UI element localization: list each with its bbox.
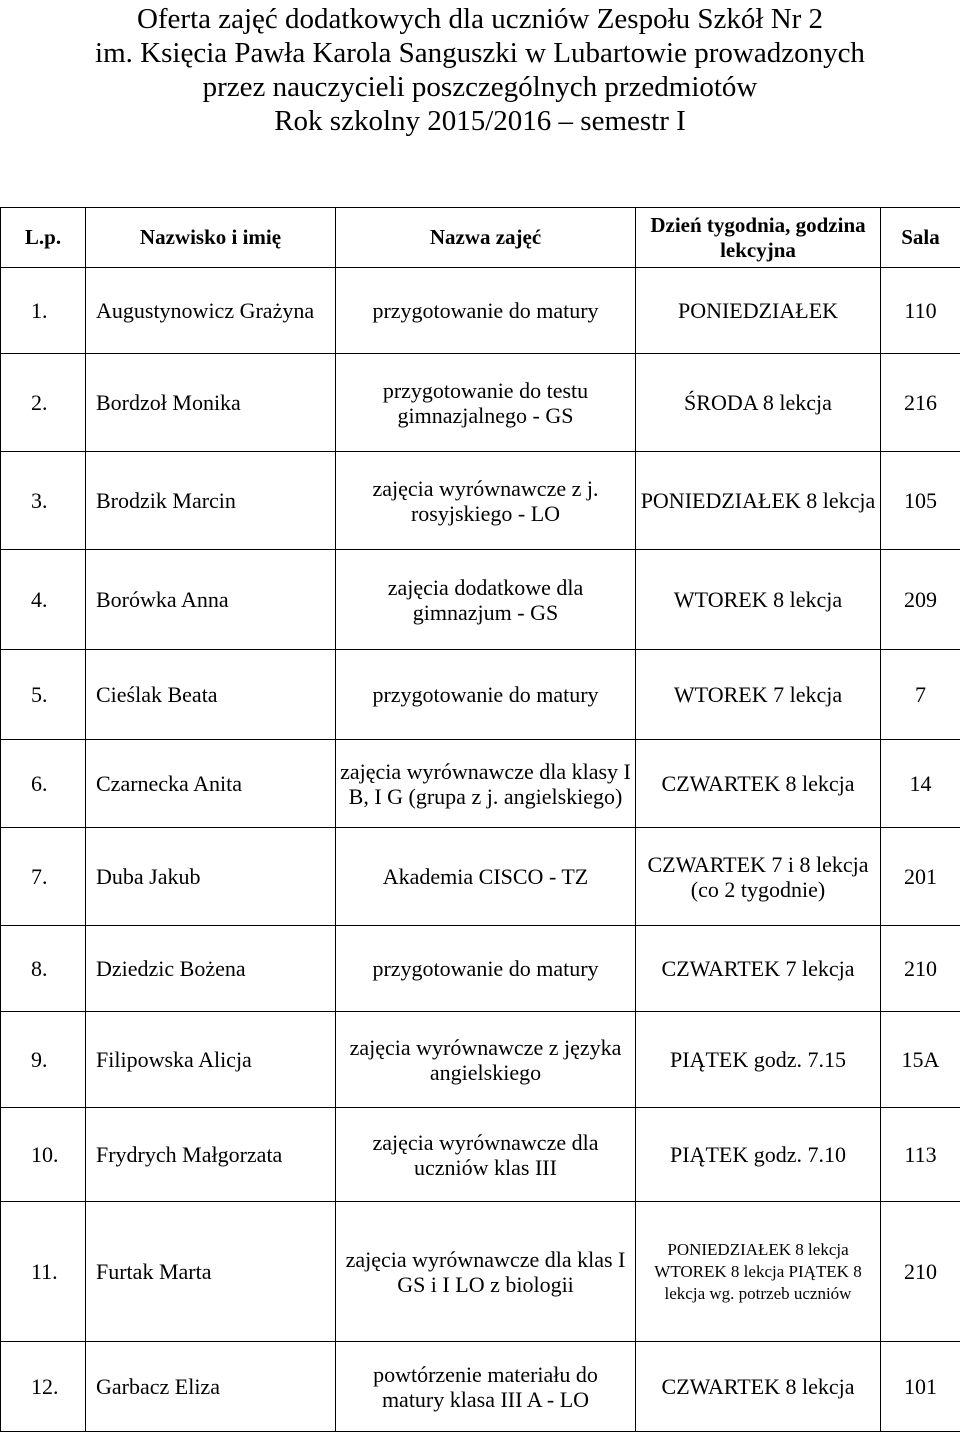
cell-when: PIĄTEK godz. 7.10 — [636, 1108, 881, 1202]
cell-when: CZWARTEK 8 lekcja — [636, 1342, 881, 1432]
cell-room: 209 — [881, 550, 960, 650]
table-row — [1, 740, 960, 828]
cell-when: PIĄTEK godz. 7.15 — [636, 1012, 881, 1108]
cell-name: Dziedzic Bożena — [86, 926, 336, 1012]
cell-room: 101 — [881, 1342, 960, 1432]
cell-lp: 12. — [1, 1342, 86, 1432]
cell-room: 7 — [881, 650, 960, 740]
cell-name: Brodzik Marcin — [86, 452, 336, 550]
cell-lp: 8. — [1, 926, 86, 1012]
cell-name: Bordzoł Monika — [86, 354, 336, 452]
header-room: Sala — [881, 208, 960, 268]
table-row — [1, 1342, 960, 1432]
document-title — [0, 2, 960, 138]
table-row — [1, 926, 960, 1012]
header-course: Nazwa zajęć — [336, 208, 636, 268]
table-row — [1, 268, 960, 354]
table-row — [1, 1012, 960, 1108]
cell-name: Augustynowicz Grażyna — [86, 268, 336, 354]
cell-course: powtórzenie materiału do matury klasa III A - LO — [336, 1342, 636, 1432]
cell-name: Duba Jakub — [86, 828, 336, 926]
cell-course: zajęcia dodatkowe dla gimnazjum - GS — [336, 550, 636, 650]
cell-course: przygotowanie do matury — [336, 268, 636, 354]
table-row — [1, 828, 960, 926]
cell-room: 14 — [881, 740, 960, 828]
cell-course: przygotowanie do matury — [336, 926, 636, 1012]
title-line: Rok szkolny 2015/2016 – semestr I — [274, 105, 686, 137]
header-lp: L.p. — [1, 208, 86, 268]
table-row — [1, 354, 960, 452]
table-row — [1, 1108, 960, 1202]
cell-lp: 4. — [1, 550, 86, 650]
table-row — [1, 1202, 960, 1342]
cell-when: CZWARTEK 7 lekcja — [636, 926, 881, 1012]
cell-when: CZWARTEK 8 lekcja — [636, 740, 881, 828]
header-when: Dzień tygodnia, godzina lekcyjna — [636, 208, 881, 268]
header-name: Nazwisko i imię — [86, 208, 336, 268]
table-row — [1, 650, 960, 740]
title-line: im. Księcia Pawła Karola Sanguszki w Lubartowie prowadzonych — [95, 37, 865, 69]
cell-lp: 10. — [1, 1108, 86, 1202]
table-row — [1, 452, 960, 550]
cell-course: przygotowanie do matury — [336, 650, 636, 740]
cell-room: 110 — [881, 268, 960, 354]
title-line: Oferta zajęć dodatkowych dla uczniów Zespołu Szkół Nr 2 — [136, 3, 824, 35]
cell-room: 201 — [881, 828, 960, 926]
cell-room: 210 — [881, 1202, 960, 1342]
cell-course: zajęcia wyrównawcze dla klasy I B, I G (grupa z j. angielskiego) — [336, 740, 636, 828]
cell-when: CZWARTEK 7 i 8 lekcja (co 2 tygodnie) — [636, 828, 881, 926]
cell-course: zajęcia wyrównawcze dla uczniów klas III — [336, 1108, 636, 1202]
cell-room: 105 — [881, 452, 960, 550]
title-line: przez nauczycieli poszczególnych przedmiotów — [202, 71, 758, 103]
course-table — [0, 207, 960, 1432]
cell-name: Furtak Marta — [86, 1202, 336, 1342]
cell-lp: 7. — [1, 828, 86, 926]
cell-room: 15A — [881, 1012, 960, 1108]
cell-course: zajęcia wyrównawcze z j. rosyjskiego - LO — [336, 452, 636, 550]
cell-lp: 9. — [1, 1012, 86, 1108]
cell-room: 210 — [881, 926, 960, 1012]
cell-room: 113 — [881, 1108, 960, 1202]
cell-lp: 1. — [1, 268, 86, 354]
cell-name: Garbacz Eliza — [86, 1342, 336, 1432]
cell-name: Borówka Anna — [86, 550, 336, 650]
cell-when: WTOREK 8 lekcja — [636, 550, 881, 650]
cell-lp: 6. — [1, 740, 86, 828]
cell-course: zajęcia wyrównawcze dla klas I GS i I LO z biologii — [336, 1202, 636, 1342]
cell-when: ŚRODA 8 lekcja — [636, 354, 881, 452]
cell-course: Akademia CISCO - TZ — [336, 828, 636, 926]
cell-room: 216 — [881, 354, 960, 452]
cell-name: Czarnecka Anita — [86, 740, 336, 828]
cell-course: przygotowanie do testu gimnazjalnego - GS — [336, 354, 636, 452]
table-header-row — [1, 208, 960, 268]
cell-when: PONIEDZIAŁEK 8 lekcja — [636, 452, 881, 550]
cell-course: zajęcia wyrównawcze z języka angielskiego — [336, 1012, 636, 1108]
cell-when: PONIEDZIAŁEK — [636, 268, 881, 354]
table-row — [1, 550, 960, 650]
cell-lp: 11. — [1, 1202, 86, 1342]
cell-when: WTOREK 7 lekcja — [636, 650, 881, 740]
cell-lp: 2. — [1, 354, 86, 452]
cell-lp: 5. — [1, 650, 86, 740]
cell-lp: 3. — [1, 452, 86, 550]
cell-name: Cieślak Beata — [86, 650, 336, 740]
cell-when: PONIEDZIAŁEK 8 lekcja WTOREK 8 lekcja PIĄTEK 8 lekcja wg. potrzeb uczniów — [636, 1202, 881, 1342]
cell-name: Frydrych Małgorzata — [86, 1108, 336, 1202]
cell-name: Filipowska Alicja — [86, 1012, 336, 1108]
